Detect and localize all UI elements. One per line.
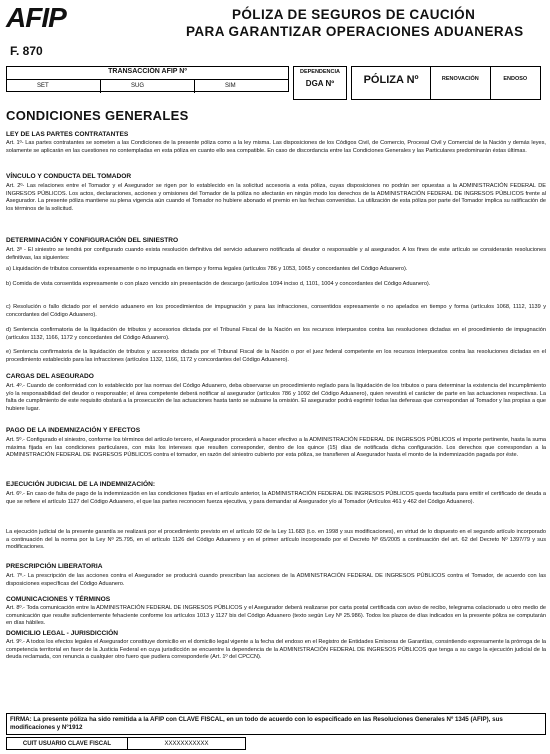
afip-logo: AFIP [6,2,66,33]
dependencia-value: DGA Nº [305,79,335,88]
page-title [186,6,546,40]
section-paragraph: Art. 7º.- La prescripción de las acciones contra el Asegurador se producirá cuando prescriban las acciones de la ADMINISTRACIÓN FEDERAL DE INGRESOS PÚBLICOS contra el Tomador, de acuerdo con las disposiciones específicas del Código Aduanero. [6,573,546,587]
section-paragraph: Art. 4º.- Cuando de conformidad con lo establecido por las normas del Código Aduanero, deba observarse un procedimiento reglado para la liquidación de los tributos o para determinar la existencia del incumplimiento y/o la responsabilidad del deudor o responsable; el área competente deberá notificar al asegurador (artículos 786 y 1092 del Código Aduanero), quien revestirá el carácter de parte en las actuaciones respectivas. La falta de cumplimiento de este requisito obstará a la prosecución de las actuaciones hasta tanto se subsane la omisión. El asegurador podrá esgrimir todas las defensas que correspondan al Tomador y las propias a que hubiere lugar. [6,383,546,413]
cuit-label: CUIT USUARIO CLAVE FISCAL [7,738,128,749]
section-title: PRESCRIPCIÓN LIBERATORIA [6,563,103,570]
renovacion-label: RENOVACIÓN [431,67,490,99]
section-paragraph: Art. 9º.- A todos los efectos legales el Asegurador constituye domicilio en el domicilio legal vigente a la fecha del endoso en el Registro de Entidades Emisoras de Garantías, consintiendo expresamente la prórroga de la competencia territorial en favor de la Justicia Federal en cuya jurisdicción se encuentre la dependencia de la ADMINISTRACIÓN FEDERAL DE INGRESOS PÚBLICOS que tenga a su cargo la ejecución judicial de la deuda reclamada, con renuncia a cualquier otro fuero que pudiera corresponderle (Art. 1º del CPCCN). [6,639,546,661]
section-paragraph: Art. 8º.- Toda comunicación entre la ADMINISTRACIÓN FEDERAL DE INGRESOS PÚBLICOS y el Asegurador deberá realizarse por carta postal certificada con aviso de recibo, telegrama colacionado u otro medio de comunicación que resulte suficientemente fehaciente conforme los artículos 1013 y 1127 bis del Código Aduanero (texto según Ley Nº 25.986). Todos los plazos de días indicados en la presente póliza se computarán en días hábiles. [6,605,546,627]
section-paragraph: Art. 5º.- Configurado el siniestro, conforme los términos del artículo tercero, el Asegurador procederá a hacer efectivo a la ADMINISTRACIÓN FEDERAL DE INGRESOS PÚBLICOS el importe pertinente, hasta la suma máxima fijada en las condiciones particulares, con más los intereses que resulten corresponder, dentro de los quince (15) días de notificada dicha configuración. Los derechos que correspondan a la ADMINISTRACIÓN FEDERAL DE INGRESOS PÚBLICOS contra el tomador, en razón del siniestro cubierto por esta póliza, se transfieren al Asegurador hasta el monto de la indemnización pagada por éste. [6,437,546,459]
section-paragraph: Art. 6º.- En caso de falta de pago de la indemnización en las condiciones fijadas en el artículo anterior, la ADMINISTRACIÓN FEDERAL DE INGRESOS PÚBLICOS queda facultada para emitir el certificado de deuda a que se refiere el artículo 1127 del Código Aduanero, el que las partes reconocen fuerza ejecutiva, y para demandar al Asegurador y/o al Tomador (Artículos 461 y 462 del Código Aduanero). [6,491,546,505]
section-paragraph: Art. 3º - El siniestro se tendrá por configurado cuando exista resolución definitiva del servicio aduanero notificada al deudor o responsable y al asegurador. A los fines de este artículo se considerarán resoluciones definitivas, las siguientes: [6,247,546,261]
cuit-value: XXXXXXXXXXX [164,741,209,747]
section-paragraph: c) Resolución o fallo dictado por el servicio aduanero en los procedimientos de impugnación y para las infracciones, consentidos expresamente o no apelados en tiempo y forma (artículos 1068, 1112, 1139 y concordantes del Código Aduanero). [6,304,546,318]
transaction-cols [7,79,288,93]
transaction-title: TRANSACCIÓN AFIP Nº [108,68,187,75]
section-title: DETERMINACIÓN Y CONFIGURACIÓN DEL SINIESTRO [6,237,179,244]
section-title: PAGO DE LA INDEMNIZACIÓN Y EFECTOS [6,427,141,434]
endoso-label: ENDOSO [503,76,528,82]
transaction-col-set: SET [7,80,101,93]
section-title: LEY DE LAS PARTES CONTRATANTES [6,131,129,138]
section-title: VÍNCULO Y CONDUCTA DEL TOMADOR [6,173,132,180]
section-paragraph: La ejecución judicial de la presente garantía se realizará por el procedimiento previsto en el artículo 92 de la Ley 11.683 (t.o. en 1998 y sus modificaciones), en virtud de lo dispuesto en el segundo artículo incorporado a continuación del la norma por la Ley Nº 25.795, en el artículo 1126 del Código Aduanero y en el primer artículo incorporado por el Decreto Nº 65/2005 a continuación del art. 62 del Decreto Nº 1397/79 y sus modificaciones. [6,529,546,551]
poliza-number-label: PÓLIZA Nº [352,67,431,99]
title-line-2: PARA GARANTIZAR OPERACIONES ADUANERAS [186,24,524,39]
transaction-col-sug: SUG [101,80,195,93]
section-title: DOMICILIO LEGAL - JURISDICCIÓN [6,630,118,637]
title-line-1: PÓLIZA DE SEGUROS DE CAUCIÓN [232,7,476,22]
firma-box [6,713,546,735]
section-title: COMUNICACIONES Y TÉRMINOS [6,596,111,603]
section-paragraph: e) Sentencia confirmatoria de la liquidación de tributos y accesorios dictada por el Tribunal Fiscal de la Nación o por el juez federal competente en los recursos interpuestos contra las resoluciones dictadas en el procedimiento establecido para las infracciones (artículos 1132, 1166, 1172 y concordantes del Código Aduanero). [6,349,546,363]
cuit-box [6,737,246,750]
section-paragraph: Art. 2º- Las relaciones entre el Tomador y el Asegurador se rigen por lo establecido en la solicitud accesoria a esta póliza, cuyas disposiciones no podrán ser opuestas a la ADMINISTRACIÓN FEDERAL DE INGRESOS PÚBLICOS. Los actos, declaraciones, acciones y omisiones del Tomador de la póliza no afectarán en ningún modo los derechos de la ADMINISTRACIÓN FEDERAL DE INGRESOS PÚBLICOS frente al Asegurador. La presente póliza mantiene su plena vigencia aún cuando el Tomador no hubiere abonado el premio en las fechas convenidas. La utilización de esta póliza por parte del Tomador implica su ratificación de los términos de la solicitud. [6,183,546,213]
section-title: EJECUCIÓN JUDICIAL DE LA INDEMNIZACIÓN: [6,481,156,488]
transaction-box [6,66,289,92]
form-number: F. 870 [10,44,43,58]
dependencia-box [293,66,347,100]
conditions-heading: CONDICIONES GENERALES [6,108,189,123]
section-paragraph: d) Sentencia confirmatoria de la liquidación de tributos y accesorios dictada por el Tribunal Fiscal de la Nación en los recursos interpuestos contra las resoluciones dictadas en el procedimiento de impugnación (artículos 1132, 1166, 1172 y concordantes del Código Aduanero). [6,327,546,341]
section-paragraph: Art. 1º- Las partes contratantes se someten a las Condiciones de la presente póliza como a la ley misma. Las disposiciones de los Códigos Civil, de Comercio, Procesal Civil y Comercial de la Nación y demás leyes, solamente se aplicarán en las cuestiones no contempladas en esta póliza en cuanto ello sea compatible. En caso de discordancia entre las Condiciones Generales y las Particulares predominarán éstas últimas. [6,140,546,154]
section-paragraph: b) Comida de vista consentida expresamente o con plazo vencido sin presentación de descargo (artículos 1094 inciso d, 1101, 1004 y concordantes del Código Aduanero). [6,281,431,287]
firma-text: FIRMA: La presente póliza ha sido remitida a la AFIP con CLAVE FISCAL, en un todo de acuerdo con lo especificado en las Resoluciones Generales Nº 1345 (AFIP), sus modificaciones y Nº1912 [10,716,503,731]
transaction-col-sim: SIM [225,83,236,89]
section-title: CARGAS DEL ASEGURADO [6,373,94,380]
dependencia-label: DEPENDENCIA [299,69,341,75]
section-paragraph: a) Liquidación de tributos consentida expresamente o no impugnada en tiempo y forma legales (artículos 786 y 1053, 1065 y concordantes del Código Aduanero). [6,266,408,272]
poliza-box [351,66,541,100]
